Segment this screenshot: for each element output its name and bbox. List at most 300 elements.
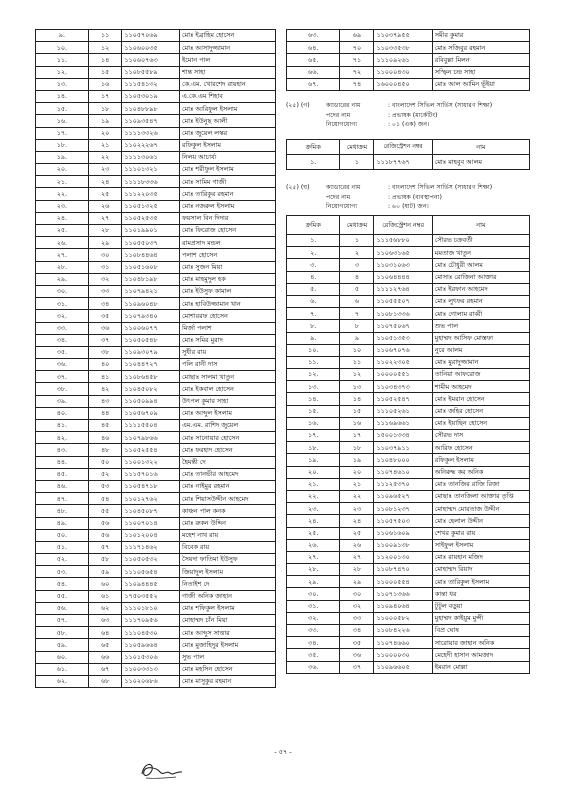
cell-serial: ৫০.	[36, 529, 89, 541]
table-row	[36, 285, 276, 297]
cell-merit: ১১	[340, 356, 374, 368]
table-row	[36, 139, 276, 151]
section-25gh-cadre-label: ক্যাডারের নাম	[326, 184, 361, 191]
cell-merit: ৪৬	[88, 432, 122, 444]
cell-registration: ১৬০০০৪৫০	[374, 78, 432, 90]
cell-name: মুহাম্মদ কাইয়ুম মুন্সী	[432, 612, 529, 624]
table-row	[36, 639, 276, 651]
cell-name: মোঃ শিয়াসউদ্দীন আহমেদ	[179, 493, 275, 505]
cell-registration: ১১০৫২৫৫৪	[122, 444, 180, 456]
table-row	[287, 649, 530, 661]
table-row	[287, 259, 530, 271]
cell-registration: ১১০৩৪৩৭৩	[374, 381, 432, 393]
table-header-row	[287, 216, 530, 235]
cell-merit: ৩৫	[340, 637, 374, 649]
table-row	[36, 188, 276, 200]
cell-registration: ১১১২২০৩৫	[122, 188, 180, 200]
cell-merit: ৬২	[88, 602, 122, 614]
cell-name: মোঃ হাবিউজ্জামান খান	[179, 298, 275, 310]
cell-registration: ১১০৯৬৫২৭	[374, 490, 432, 502]
cell-merit: ২১	[88, 139, 122, 151]
cell-merit: ৩৬	[340, 649, 374, 661]
cell-serial: ১৮.	[287, 442, 340, 454]
cell-merit: ৩১	[88, 261, 122, 273]
cell-registration: ১১০০০৪৩০	[374, 66, 432, 78]
cell-merit: ৫৩	[88, 480, 122, 492]
cell-registration: ১১১১২৭৬৪	[374, 283, 432, 295]
table-row	[36, 566, 276, 578]
cell-merit: ২৬	[88, 200, 122, 212]
cell-name: কে.এম. খোরশেদ রায়হান	[179, 78, 275, 90]
cell-serial: ১২.	[36, 66, 89, 78]
cell-serial: ৫৬.	[36, 602, 89, 614]
cell-merit: ৭০	[340, 42, 374, 54]
table-row	[36, 456, 276, 468]
cell-name: হৈমন্তী দে	[179, 456, 275, 468]
cell-serial: ৪৬.	[36, 480, 89, 492]
cell-merit: ৩৫	[88, 310, 122, 322]
cell-name: এ.কে.এম শিহাব	[179, 90, 275, 102]
section-25g-vacancy-value: : ০১ (এক) জন।	[388, 121, 430, 128]
cell-merit: ২২	[340, 490, 374, 502]
cell-registration: ১১১৬৯৬৬১	[374, 417, 432, 429]
cell-merit: ১৪	[88, 54, 122, 66]
cell-registration: ১১০৫০৫৩২	[122, 554, 180, 566]
cell-merit: ১১	[88, 30, 122, 42]
cell-merit: ৩৪	[340, 625, 374, 637]
table-row	[36, 675, 276, 687]
cell-serial: ২৫.	[36, 225, 89, 237]
cell-serial: ১১.	[36, 54, 89, 66]
cell-merit: ২৯	[340, 576, 374, 588]
cell-name: মোঃ ইরফান আহমেদ	[432, 283, 529, 295]
cell-merit: ২২	[88, 151, 122, 163]
cell-merit: ৭৪	[340, 78, 374, 90]
cell-serial: ৫৯.	[36, 639, 89, 651]
cell-name: মোঃ লুৎফর রহমান	[432, 295, 529, 307]
cell-serial: ২৫.	[287, 527, 340, 539]
cell-merit: ১৫	[88, 66, 122, 78]
table-row	[36, 103, 276, 115]
table-row	[287, 54, 530, 66]
cell-registration: ১১০৭৪৬১০	[374, 466, 432, 478]
cell-name: মোঃ ইয়াছিন হোসেন	[432, 417, 529, 429]
cell-name: পলাশ হোসেন	[179, 249, 275, 261]
cell-serial: ৬৭.	[287, 78, 340, 90]
section-25gh-cadre-value: : বাংলাদেশ সিভিল সার্ভিস (সাধারণ শিক্ষা)	[388, 184, 493, 191]
cell-merit: ২	[340, 247, 374, 259]
table-row	[36, 42, 276, 54]
cell-registration: ১১১০১৮১০	[122, 602, 180, 614]
cell-name: মোঃ রায়হান মজিদ	[432, 551, 529, 563]
cell-serial: ১৮.	[36, 139, 89, 151]
cell-name: মোহাম্মদ রিয়াদ	[432, 564, 529, 576]
cell-serial: ৪.	[287, 271, 340, 283]
table-row	[287, 588, 530, 600]
cell-merit: ২৫	[88, 188, 122, 200]
cell-merit: ১৮	[340, 442, 374, 454]
cell-merit: ৩৮	[88, 346, 122, 358]
table-row	[36, 407, 276, 419]
cell-serial: ৫৭.	[36, 615, 89, 627]
cell-merit: ২৮	[340, 564, 374, 576]
table-row	[36, 517, 276, 529]
table-row	[36, 164, 276, 176]
cell-registration: ১১০২২৩০৫	[374, 356, 432, 368]
cell-registration: ১১০০৭০১৪	[122, 517, 180, 529]
cell-name: মির্জা পলাশ	[179, 322, 275, 334]
cell-name: শামীম আহমেদ	[432, 381, 529, 393]
cell-merit: ১৩	[340, 381, 374, 393]
table-row	[36, 273, 276, 285]
cell-name: শুভ পাল	[432, 320, 529, 332]
cell-name: টুটুল বড়ুয়া	[432, 600, 529, 612]
cell-name: মোঃ ফরহাদ হোসেন	[179, 444, 275, 456]
cell-merit: ১০	[340, 344, 374, 356]
cell-serial: ৯.	[287, 332, 340, 344]
table-header-row	[287, 140, 530, 155]
cell-serial: ৫৮.	[36, 627, 89, 639]
cell-registration: ১১০০০৫৫৪	[374, 576, 432, 588]
table-row	[36, 602, 276, 614]
cell-name: এম.এম. রাশিদ জুয়েল	[179, 420, 275, 432]
cell-merit: ৬৭	[88, 663, 122, 675]
cell-serial: ৪৭.	[36, 493, 89, 505]
table-row	[287, 600, 530, 612]
table-row	[36, 383, 276, 395]
cell-merit: ৫০	[88, 456, 122, 468]
table-row	[287, 332, 530, 344]
cell-serial: ৩৫.	[287, 649, 340, 661]
table-row	[287, 430, 530, 442]
cell-registration: ১১০০৬০৭৭	[122, 322, 180, 334]
cell-serial: ৬.	[287, 295, 340, 307]
table-row	[36, 395, 276, 407]
cell-registration: ১১১৫৬৮৮০	[374, 235, 432, 247]
cell-name: মোঃ জুয়েল লস্কর	[179, 127, 275, 139]
cell-name: নিতাইশ দে	[179, 578, 275, 590]
table-row	[287, 381, 530, 393]
cell-merit: ৬৯	[340, 30, 374, 42]
cell-name: মোঃ ইউনুছ আলী	[179, 115, 275, 127]
cell-registration: ১১০২০৬৮৬	[122, 675, 180, 687]
cell-merit: ১৭	[340, 430, 374, 442]
table-row	[287, 393, 530, 405]
cell-name: মোঃ রুকন উদ্দিন	[179, 517, 275, 529]
cell-serial: ৩৪.	[287, 637, 340, 649]
cell-serial: ১৩.	[287, 381, 340, 393]
table-row	[36, 30, 276, 42]
cell-registration: ১১১৫৭০১৬	[122, 468, 180, 480]
cell-name: কান্তা ধর	[432, 588, 529, 600]
cell-registration: ১১০৭৯৩৪০	[122, 310, 180, 322]
cell-merit: ৭২	[340, 66, 374, 78]
section-25g-cadre-label: ক্যাডারের নাম	[326, 102, 361, 109]
cell-merit: ৭১	[340, 54, 374, 66]
table-row	[36, 371, 276, 383]
cell-registration: ১১০৬৪৪৪৪	[374, 271, 432, 283]
table-row	[287, 466, 530, 478]
cell-merit: ২৭	[88, 212, 122, 224]
cell-registration: ১১০৮৪২২৬	[374, 625, 432, 637]
cell-serial: ৪৯.	[36, 517, 89, 529]
table-row	[36, 663, 276, 675]
section-25gh-table-body	[287, 235, 530, 674]
cell-name: মোঃ মহসিন হোসেন	[179, 663, 275, 675]
section-25gh-post-value: : প্রভাষক (ব্যবস্থাপনা)	[388, 193, 442, 201]
cell-name: মোঃ তারিকুল ইসলাম	[432, 576, 529, 588]
cell-serial: ২৬.	[287, 539, 340, 551]
table-row	[36, 346, 276, 358]
table-row	[36, 212, 276, 224]
cell-serial: ৬৫.	[287, 54, 340, 66]
table-row	[36, 322, 276, 334]
cell-registration: ১১০৫১৩৫৩	[374, 332, 432, 344]
table-row	[287, 271, 530, 283]
cell-merit: ২৫	[340, 527, 374, 539]
section-25gh-vacancy-label: নিয়োগযোগ্য	[326, 203, 358, 210]
cell-name: সমীর কুমার	[432, 30, 529, 42]
cell-name: মহেশ নাথ রায়	[179, 529, 275, 541]
cell-registration: ১১০০০০৩০	[374, 649, 432, 661]
cell-merit: ৫৫	[88, 505, 122, 517]
cell-name: মোঃ ইব্রাহিম হোসেন	[179, 30, 275, 42]
cell-merit: ৩	[340, 259, 374, 271]
cell-merit: ২৮	[88, 225, 122, 237]
cell-serial: ৩৬.	[287, 661, 340, 673]
cell-registration: ১১০৭৫০৬৭	[374, 320, 432, 332]
table-row	[287, 564, 530, 576]
table-row	[36, 529, 276, 541]
cell-name: সারোয়ার জাহান অনিক	[432, 637, 529, 649]
cell-name: মোঃ ইকবাল হোসেন	[179, 383, 275, 395]
table-row	[36, 590, 276, 602]
cell-registration: ১১১০৯২৬১	[374, 54, 432, 66]
cell-registration: ১১০৫৫০৩৭	[122, 237, 180, 249]
cell-name: রফিকুল ইসলাম	[432, 454, 529, 466]
table-row	[36, 615, 276, 627]
cell-registration: ১১১০৪৫৩০	[122, 627, 180, 639]
cell-registration: ১১১০১৩২১	[122, 164, 180, 176]
table-row	[36, 468, 276, 480]
cell-name: মোঃ ফিরোজ হোসেন	[179, 225, 275, 237]
section-25gh-vacancy-value: : ৬০ (ষাট) জন।	[388, 203, 429, 210]
cell-serial: ২৮.	[287, 564, 340, 576]
table-row	[36, 444, 276, 456]
table-row	[287, 295, 530, 307]
cell-registration: ১১০৫৪৭১৮	[122, 480, 180, 492]
cell-serial: ১.	[287, 235, 340, 247]
cell-merit: ৫৯	[88, 566, 122, 578]
cell-name: সৈয়দা ফাতিমা ইউসুফ	[179, 554, 275, 566]
cell-serial: ১৬.	[287, 417, 340, 429]
cell-name: সৌরভ দাস	[432, 430, 529, 442]
cell-merit: ৬৫	[88, 639, 122, 651]
cell-serial: ১৬.	[36, 115, 89, 127]
cell-registration: ১১১৭১৪৬২	[122, 541, 180, 553]
cell-name: মোঃ হেলাল উদ্দীন	[432, 515, 529, 527]
cell-serial: ৯.	[36, 30, 89, 42]
cell-name: মোহাম্মদ মোরতাজ উদ্দীন	[432, 503, 529, 515]
cell-registration: ১১০৫৫৫০৭	[374, 295, 432, 307]
cell-merit: ৯	[340, 332, 374, 344]
candidate-table-right-continuation	[286, 29, 530, 91]
cell-name: পলি রানী দাস	[179, 359, 275, 371]
table-row	[36, 420, 276, 432]
cell-name: সুভ পাল	[179, 651, 275, 663]
table-row	[36, 334, 276, 346]
cell-serial: ৩০.	[36, 285, 89, 297]
table-row	[36, 176, 276, 188]
cell-name: মেহেদী হাসান আমজাদ	[432, 649, 529, 661]
cell-merit: ২৩	[88, 164, 122, 176]
cell-serial: ৫২.	[36, 554, 89, 566]
cell-registration: ১১০৭৪৬৬০	[374, 637, 432, 649]
cell-name: গাজী অনিক জাহান	[179, 590, 275, 602]
cell-serial: ২৪.	[287, 515, 340, 527]
table-row	[287, 637, 530, 649]
cell-name: রফিকুল ইসলাম	[179, 139, 275, 151]
cell-registration: ১১১১৫৫০৪	[122, 420, 180, 432]
section-25g-post-label: পদের নাম	[326, 111, 351, 119]
header-name: নাম	[432, 140, 529, 155]
cell-serial: ১৪.	[287, 393, 340, 405]
table-row	[287, 515, 530, 527]
cell-serial: ৫৪.	[36, 578, 89, 590]
cell-registration: ১১০৮৬৪৫৮	[122, 371, 180, 383]
cell-registration: ১৭৫০৩৫৫২	[122, 590, 180, 602]
header-serial: ক্রমিক	[287, 140, 340, 155]
cell-name: মোসাঃ রোজিনা আক্তার	[432, 271, 529, 283]
table-row	[36, 505, 276, 517]
cell-serial: ১১.	[287, 356, 340, 368]
cell-registration: ১১০১২৭৬২	[122, 493, 180, 505]
cell-merit: ৩৩	[340, 612, 374, 624]
cell-registration: ১১০২২২৬৭	[122, 139, 180, 151]
cell-merit: ৫৪	[88, 493, 122, 505]
cell-serial: ৪৫.	[36, 468, 89, 480]
cell-name: উৎপল কুমার সাহা	[179, 395, 275, 407]
cell-registration: ১১০০০৫৮২	[374, 612, 432, 624]
table-row	[287, 405, 530, 417]
cell-name: মোঃ তানজির রাজি রিজা	[432, 478, 529, 490]
cell-registration: ১১১০৫৬৫৪	[122, 566, 180, 578]
cell-serial: ২৯.	[36, 273, 89, 285]
cell-merit: ৩২	[88, 273, 122, 285]
cell-merit: ২৩	[340, 503, 374, 515]
cell-registration: ১১১১৩০৬১	[122, 151, 180, 163]
cell-serial: ২১.	[287, 478, 340, 490]
cell-registration: ১১১৭০৯৫৬	[122, 615, 180, 627]
cell-merit: ১৭	[88, 90, 122, 102]
cell-registration: ১১২০০১৩০	[374, 551, 432, 563]
cell-registration: ১১০১৯৯০১	[122, 225, 180, 237]
cell-serial: ৩১.	[36, 298, 89, 310]
cell-merit: ৩৭	[88, 334, 122, 346]
cell-name: অনিরুদ্ধ কর অনিক	[432, 466, 529, 478]
cell-serial: ১৯.	[36, 151, 89, 163]
cell-name: মোঃ আব্দুস সাত্তার	[179, 627, 275, 639]
table-row	[36, 261, 276, 273]
cell-serial: ৩৬.	[36, 359, 89, 371]
cell-serial: ৮.	[287, 320, 340, 332]
cell-merit: ২৪	[88, 176, 122, 188]
cell-registration: ১১০৫৩০১৯	[122, 90, 180, 102]
cell-name: মোঃ মাহমুদুল হক	[179, 273, 275, 285]
cell-registration: ১১০৫৯৬৬৪	[122, 639, 180, 651]
cell-registration: ১১০৫৭০৬৯	[122, 30, 180, 42]
table-row	[287, 344, 530, 356]
table-row	[287, 527, 530, 539]
table-row	[36, 225, 276, 237]
cell-merit: ২৬	[340, 539, 374, 551]
table-row	[36, 54, 276, 66]
table-row	[287, 503, 530, 515]
cell-merit: ১৯	[340, 454, 374, 466]
table-row	[36, 298, 276, 310]
header-name: নাম	[432, 216, 529, 235]
cell-serial: ১৯.	[287, 454, 340, 466]
cell-registration: ১১০৬৭০৭৬	[374, 344, 432, 356]
cell-registration: ১০০০০৫৫১	[374, 369, 432, 381]
cell-registration: ১১০৩৩৫৩৮	[374, 42, 432, 54]
cell-serial: ৫৩.	[36, 566, 89, 578]
cell-merit: ২০	[340, 466, 374, 478]
cell-registration: ১১০৫১৬০৮	[122, 261, 180, 273]
cell-registration: ১১০৮৫৫৮৯	[122, 66, 180, 78]
cell-serial: ৩৩.	[287, 625, 340, 637]
cell-serial: ২২.	[287, 490, 340, 502]
cell-serial: ১৫.	[287, 405, 340, 417]
cell-serial: ৩৯.	[36, 395, 89, 407]
table-row	[287, 661, 530, 673]
cell-serial: ৫.	[287, 283, 340, 295]
cell-name: ইমোন পাল	[179, 54, 275, 66]
cell-name: মোঃ ইউসুফ কামাল	[179, 285, 275, 297]
table-row	[36, 432, 276, 444]
cell-merit: ৪৫	[88, 420, 122, 432]
cell-registration: ১১১২৫৩৭০	[374, 478, 432, 490]
cell-registration: ১১০১২০০৪	[122, 529, 180, 541]
table-row	[36, 359, 276, 371]
cell-registration: ১১০৩৭৯৫৫	[374, 30, 432, 42]
cell-name: মোঃ জহির হোসেন	[432, 405, 529, 417]
cell-merit: ২৯	[88, 237, 122, 249]
cell-name: কাঞ্চন পাল কনক	[179, 505, 275, 517]
cell-merit: ৬৬	[88, 651, 122, 663]
cell-serial: ২৯.	[287, 576, 340, 588]
cell-serial: ৪৪.	[36, 456, 89, 468]
cell-name: ইমরান মোল্লা	[432, 661, 529, 673]
cell-merit: ৫৬	[88, 517, 122, 529]
table-row	[287, 283, 530, 295]
cell-name: শান্ত সাহা	[179, 66, 275, 78]
cell-name: জিয়াদুল ইসলাম	[179, 566, 275, 578]
cell-registration: ১১০৪৮৮৯৮	[122, 103, 180, 115]
table-row	[36, 78, 276, 90]
cell-serial: ২০.	[36, 164, 89, 176]
cell-name: মোঃ মুজাহিদুর ইসলাম	[179, 639, 275, 651]
cell-merit: ১২	[88, 42, 122, 54]
table-row	[287, 78, 530, 90]
cell-registration: ১১১১৮৩৩৬	[122, 176, 180, 188]
cell-name: রবিবুল্লা মিলন	[432, 54, 529, 66]
cell-serial: ৪৮.	[36, 505, 89, 517]
cell-registration: ১১১১৩৩২৬	[122, 127, 180, 139]
cell-name: মোঃ ইমরান হোসেন	[432, 393, 529, 405]
table-row	[36, 127, 276, 139]
cell-merit: ১৫	[340, 405, 374, 417]
